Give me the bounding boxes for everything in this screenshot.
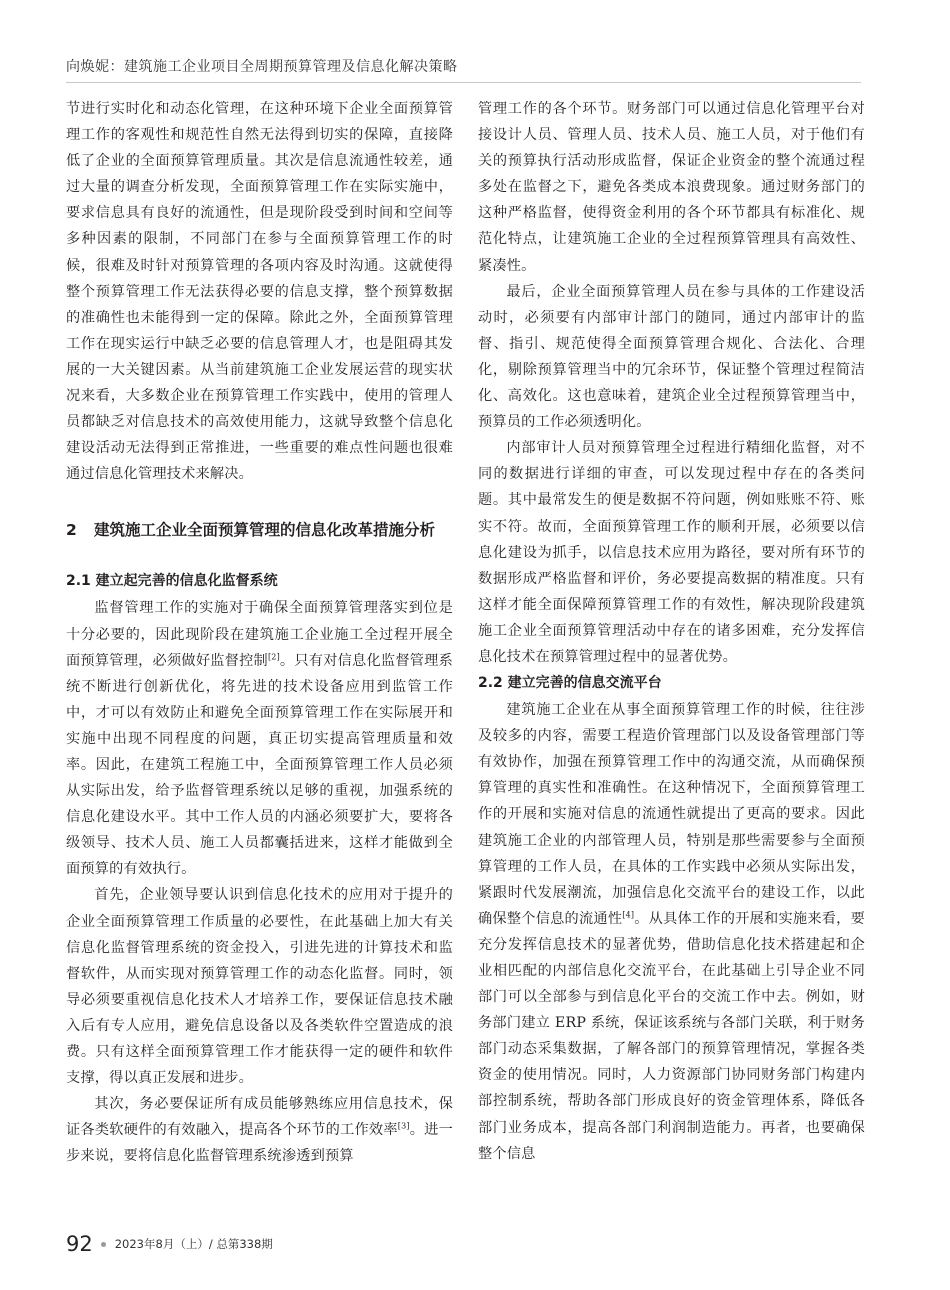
running-title: 向焕妮：建筑施工企业项目全周期预算管理及信息化解决策略 xyxy=(66,59,458,75)
section-heading-2 xyxy=(66,517,453,544)
subsection-heading-2-2: 2.2 建立完善的信息交流平台 xyxy=(478,675,662,692)
section-title: 建筑施工企业全面预算管理的信息化改革措施分析 xyxy=(94,521,436,540)
paragraph-continued: 管理工作的各个环节。财务部门可以通过信息化管理平台对接设计人员、管理人员、技术人员、施工人员，对于他们有关的预算执行活动形成监督，保证企业资金的整个流通过程多处在监督之下，避免各类成本浪费现象。通过财务部门的这种严格监督，使得资金利用的各个环节都具有标准化、规范化特点，让建筑施工企业的全过程预算管理具有高效性、紧凑性。 xyxy=(478,101,865,274)
section-number: 2 xyxy=(66,521,77,540)
paragraph-supervision xyxy=(66,595,453,882)
paragraph-text: 。从具体工作的开展和实施来看，要充分发挥信息技术的显著优势，借助信息化技术搭建起和企业相匹配的内部信息化交流平台，在此基础上引导企业不同部门可以全部参与到信息化平台的交流工作中去。例如，财务部门建立 ERP 系统，保证该系统与各部门关联，利于财务部门动态采集数据，了解各部门的预算管理情况，掌握各类资金的使用情况。同时，人力资源部门协同财务部门构建内部控制系统，帮助各部门形成良好的资金管理体系，降低各部门业务成本，提高各部门利润制造能力。再者，也要确保整个信息 xyxy=(478,910,865,1162)
paragraph-finally: 最后，企业全面预算管理人员在参与具体的工作建设活动时，必须要有内部审计部门的随同，通过内部审计的监督、指引、规范使得全面预算管理合规化、合法化、合理化，剔除预算管理当中的冗余环节，保证整个管理过程简洁化、高效化。这也意味着，建筑企业全过程预算管理当中，预算员的工作必须透明化。 xyxy=(478,283,865,431)
issue-info: 2023年8月（上）/ 总第338期 xyxy=(114,1237,273,1251)
paragraph-second xyxy=(66,1091,453,1169)
paragraph-platform xyxy=(478,697,865,1167)
subsection-heading-2-1: 2.1 建立起完善的信息化监督系统 xyxy=(66,573,278,590)
citation-ref-3: [3] xyxy=(397,1121,410,1131)
header-divider xyxy=(66,82,861,83)
bullet-dot-icon xyxy=(101,1242,106,1247)
paragraph-text: 建筑施工企业在从事全面预算管理工作的时候，往往涉及较多的内容，需要工程造价管理部门以及设备管理部门等有效协作，加强在预算管理工作中的沟通交流，从而确保预算管理的真实性和准确性。在这种情况下，全面预算管理工作的开展和实施对信息的流通性就提出了更高的要求。因此建筑施工企业的内部管理人员，特别是那些需要参与全面预算管理的工作人员，在具体的工作实践中必须从实际出发，紧跟时代发展潮流，加强信息化交流平台的建设工作，以此确保整个信息的流通性 xyxy=(478,702,865,927)
right-column xyxy=(478,96,865,1167)
citation-ref-2: [2] xyxy=(267,651,280,661)
paragraph-text: 。只有对信息化监督管理系统不断进行创新优化，将先进的技术设备应用到监管工作中，才可以有效防止和避免全面预算管理工作在实际展开和实施中出现不同程度的问题，真正切实提高管理质量和效率。因此，在建筑工程施工中，全面预算管理工作人员必须从实际出发，给予监督管理系统以足够的重视，加强系统的信息化建设水平。其中工作人员的内涵必须要扩大，要将各级领导、技术人员、施工人员都囊括进来，这样才能做到全面预算的有效执行。 xyxy=(66,652,453,878)
left-column xyxy=(66,96,453,1169)
citation-ref-4: [4] xyxy=(622,910,635,920)
paragraph-text: 监督管理工作的实施对于确保全面预算管理落实到位是十分必要的，因此现阶段在建筑施工企业施工全过程开展全面预算管理，必须做好监督控制 xyxy=(66,600,453,669)
page-footer xyxy=(66,1232,273,1256)
paragraph-text: 。进一步来说，要将信息化监督管理系统渗透到预算 xyxy=(66,1122,453,1165)
page-number: 92 xyxy=(66,1232,93,1256)
paragraph-first: 首先，企业领导要认识到信息化技术的应用对于提升的企业全面预算管理工作质量的必要性，在此基础上加大有关信息化监督管理系统的资金投入，引进先进的计算技术和监督软件，从而实现对预算管理工作的动态化监督。同时，领导必须要重视信息化技术人才培养工作，要保证信息技术融入后有专人应用，避免信息设备以及各类软件空置造成的浪费。只有这样全面预算管理工作才能获得一定的硬件和软件支撑，得以真正发展和进步。 xyxy=(66,887,453,1087)
paragraph-text: 其次，务必要保证所有成员能够熟练应用信息技术，保证各类软硬件的有效融入，提高各个环节的工作效率 xyxy=(66,1096,453,1139)
paragraph-continued: 节进行实时化和动态化管理，在这种环境下企业全面预算管理工作的客观性和规范性自然无法得到切实的保障，直接降低了企业的全面预算管理质量。其次是信息流通性较差，通过大量的调查分析发现，全面预算管理工作在实际实施中，要求信息具有良好的流通性，但是现阶段受到时间和空间等多种因素的限制，不同部门在参与全面预算管理工作的时候，很难及时针对预算管理的各项内容及时沟通。这就使得整个预算管理工作无法获得必要的信息支撑，整个预算数据的准确性也未能得到一定的保障。除此之外，全面预算管理工作在现实运行中缺乏必要的信息管理人才，也是阻碍其发展的一大关键因素。从当前建筑施工企业发展运营的现实状况来看，大多数企业在预算管理工作实践中，使用的管理人员都缺乏对信息技术的高效使用能力，这就导致整个信息化建设活动无法得到正常推进，一些重要的难点性问题也很难通过信息化管理技术来解决。 xyxy=(66,101,453,483)
paragraph-audit: 内部审计人员对预算管理全过程进行精细化监督，对不同的数据进行详细的审查，可以发现过程中存在的各类问题。其中最常发生的便是数据不符问题，例如账账不符、账实不符。故而，全面预算管理工作的顺利开展，必须要以信息化建设为抓手，以信息技术应用为路径，要对所有环节的数据形成严格监督和评价，务必要提高数据的精准度。只有这样才能全面保障预算管理工作的有效性，解决现阶段建筑施工企业全面预算管理活动中存在的诸多困难，充分发挥信息化技术在预算管理过程中的显著优势。 xyxy=(478,440,865,665)
